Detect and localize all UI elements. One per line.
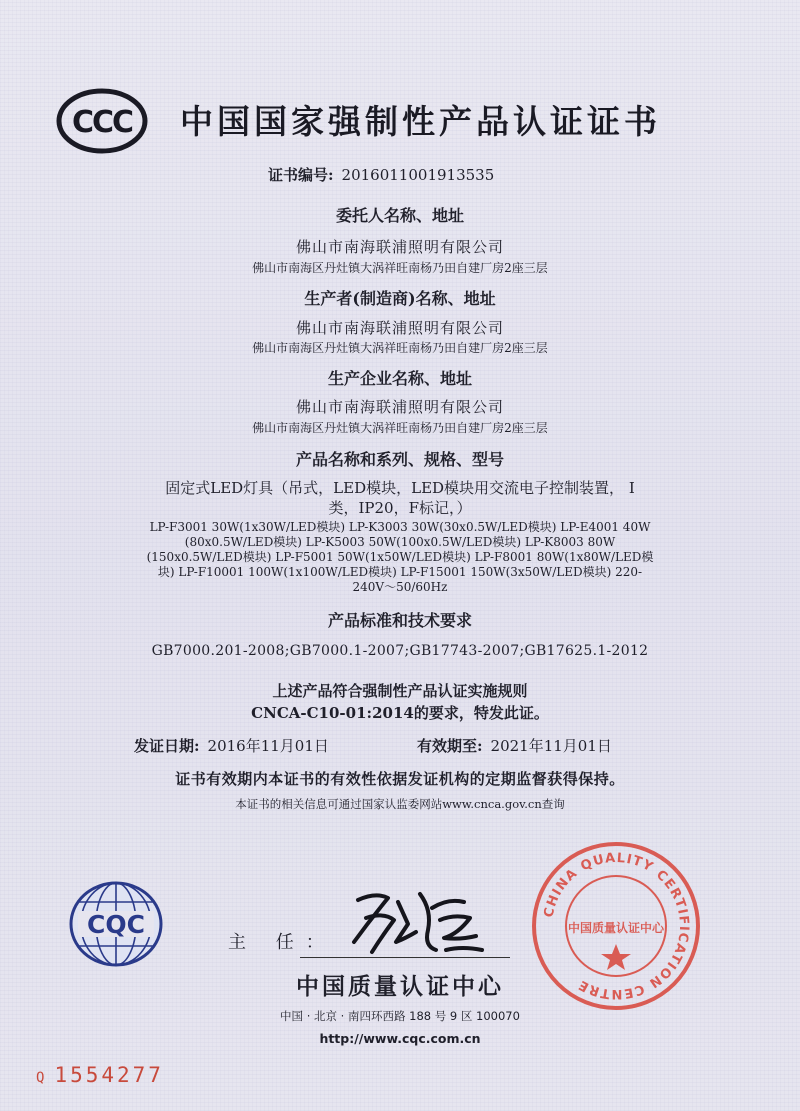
product-model-line: (80x0.5W/LED模块) LP-K5003 50W(100x0.5W/LED模块) LP-K8003 80W [184,535,616,549]
issue-date [134,735,329,756]
organization-name: 中国质量认证中心 [296,974,504,1000]
product-model-line: 块) LP-F10001 100W(1x100W/LED模块) LP-F15001 150W(3x50W/LED模块) 220- [157,565,643,579]
product-heading: 产品名称和系列、规格、型号 [295,450,504,469]
serial-value: 1554277 [54,1063,164,1087]
ccc-logo-icon [56,88,148,154]
serial-number [36,1063,164,1087]
signature-line [300,957,510,958]
product-model-line: 240V～50/60Hz [352,580,448,594]
expiry-date-label: 有效期至: [417,737,483,755]
product-name-line: 固定式LED灯具（吊式，LED模块，LED模块用交流电子控制装置， I [165,479,635,497]
cqc-logo-text: CQC [87,910,145,939]
seal-star-icon [601,944,631,970]
issue-date-value: 2016年11月01日 [207,737,329,755]
seal-ring-text: CHINA QUALITY CERTIFICATION CENTRE [541,850,692,1002]
applicant-name: 佛山市南海联浦照明有限公司 [295,238,504,256]
conformity-line-1: 上述产品符合强制性产品认证实施规则 [272,682,528,700]
manufacturer-address: 佛山市南海区丹灶镇大涡祥旺南杨乃田自建厂房2座三层 [252,341,548,355]
applicant-address: 佛山市南海区丹灶镇大涡祥旺南杨乃田自建厂房2座三层 [252,261,548,275]
serial-prefix: Q [36,1070,45,1086]
cqc-logo-icon [68,880,164,968]
factory-name: 佛山市南海联浦照明有限公司 [295,398,504,416]
ccc-logo-text: CCC [71,105,133,140]
certification-seal [530,840,702,1012]
organization-url: http://www.cqc.com.cn [319,1031,481,1046]
expiry-date-value: 2021年11月01日 [490,737,612,755]
factory-address: 佛山市南海区丹灶镇大涡祥旺南杨乃田自建厂房2座三层 [252,421,548,435]
info-note: 本证书的相关信息可通过国家认监委网站www.cnca.gov.cn查询 [235,797,565,811]
issue-date-label: 发证日期: [134,737,200,755]
product-model-line: LP-F3001 30W(1x30W/LED模块) LP-K3003 30W(30x0.5W/LED模块) LP-E4001 40W [149,520,651,534]
certificate-number [268,164,494,185]
director-label: 主 任： [228,932,336,953]
applicant-heading: 委托人名称、地址 [335,206,464,225]
certificate-number-label: 证书编号: [268,166,334,184]
standards-heading: 产品标准和技术要求 [327,611,472,630]
certificate-number-value: 2016011001913535 [341,166,495,184]
conformity-line-2: CNCA-C10-01:2014的要求，特发此证。 [251,704,549,722]
standards-value: GB7000.201-2008;GB7000.1-2007;GB17743-2007;GB17625.1-2012 [151,643,649,659]
director-signature [336,880,486,960]
organization-address: 中国 · 北京 · 南四环西路 188 号 9 区 100070 [280,1009,520,1023]
manufacturer-name: 佛山市南海联浦照明有限公司 [295,319,504,337]
validity-note: 证书有效期内本证书的有效性依据发证机构的定期监督获得保持。 [175,770,625,788]
factory-heading: 生产企业名称、地址 [327,369,472,388]
product-model-line: (150x0.5W/LED模块) LP-F5001 50W(1x50W/LED模块) LP-F8001 80W(1x80W/LED模 [146,550,654,564]
seal-inner-text: 中国质量认证中心 [567,921,665,935]
certificate-title: 中国国家强制性产品认证证书 [180,102,661,141]
product-name-line: 类，IP20，F标记，） [328,499,472,517]
expiry-date [417,735,612,756]
manufacturer-heading: 生产者(制造商)名称、地址 [304,289,496,308]
